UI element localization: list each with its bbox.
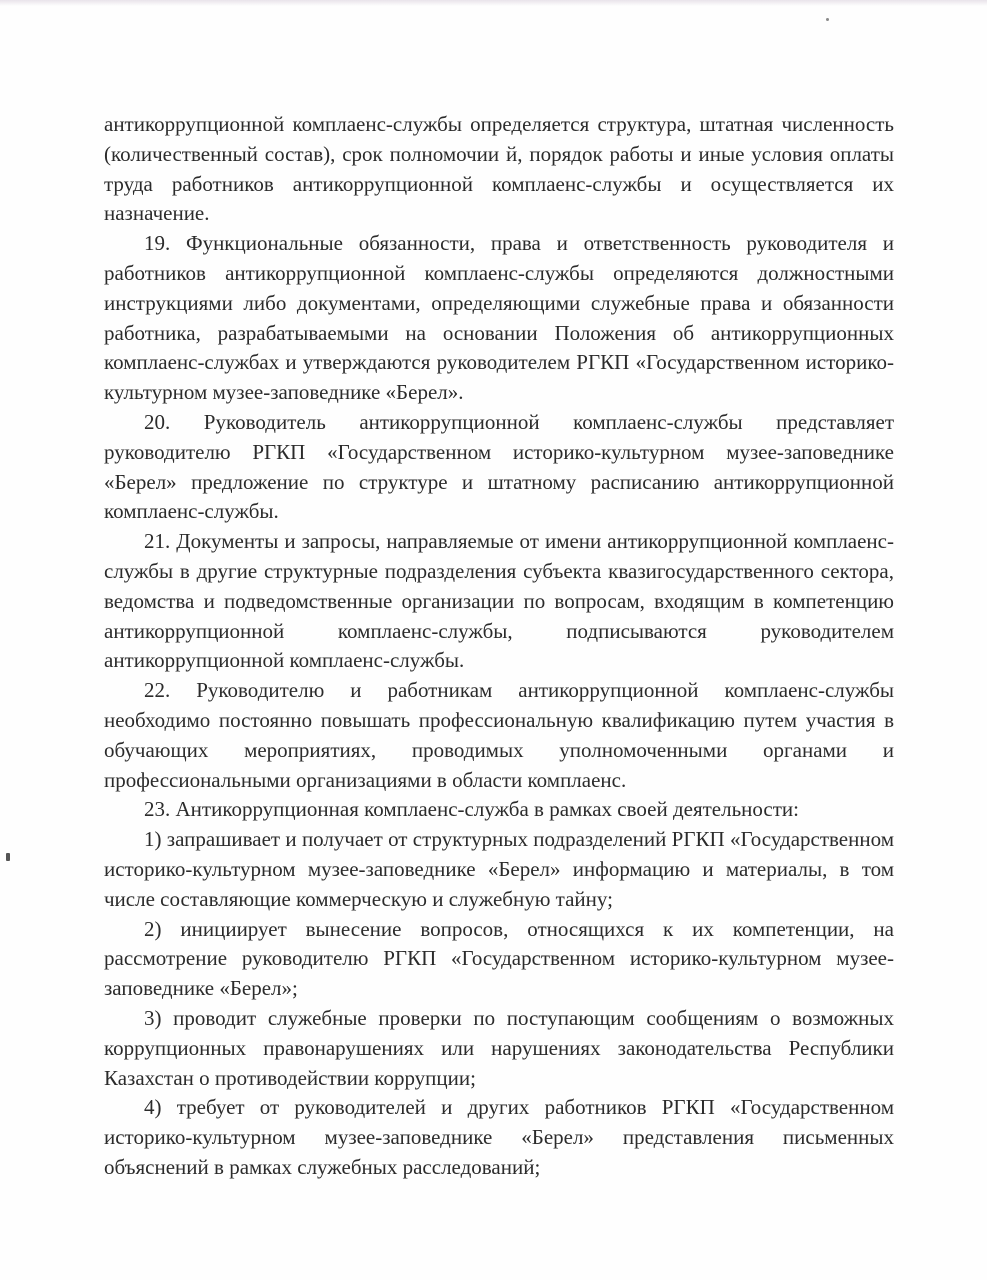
list-item-2: 2) инициирует вынесение вопросов, относящихся к их компетенции, на рассмотрение руководителю РГКП «Государственном историко-культурном музее-заповеднике «Берел»; (104, 916, 894, 1001)
paragraph-22: 22. Руководителю и работникам антикоррупционной комплаенс-службы необходимо постоянно повышать профессиональную квалификацию путем участия в обучающих мероприятиях, проводимых уполномоченными органами и профессиональными организациями в области комплаенс. (104, 678, 894, 792)
list-item-1: 1) запрашивает и получает от структурных подразделений РГКП «Государственном историко-культурном музее-заповеднике «Берел» информацию и материалы, в том числе составляющие коммерческую и служебную тайну; (104, 827, 894, 911)
scan-speck (6, 853, 10, 861)
list-item-4: 4) требует от руководителей и других работников РГКП «Государственном историко-культурном музее-заповеднике «Берел» представления письменных объяснений в рамках служебных расследований; (104, 1095, 894, 1179)
list-item-3: 3) проводит служебные проверки по поступающим сообщениям о возможных коррупционных правонарушениях или нарушениях законодательства Республики Казахстан о противодействии коррупции; (104, 1005, 894, 1090)
document-body (104, 110, 894, 1183)
paragraph-19: 19. Функциональные обязанности, права и ответственность руководителя и работников антикоррупционной комплаенс-службы определяются должностными инструкциями либо документами, определяющими служебные права и обязанности работника, разрабатываемыми на основании Положения об антикоррупционных комплаенс-службах и утверждаются руководителем РГКП «Государственном историко-культурном музее-заповеднике «Берел». (104, 231, 894, 405)
scan-speck (826, 18, 829, 21)
paragraph-23: 23. Антикоррупционная комплаенс-служба в рамках своей деятельности: (144, 797, 799, 822)
paragraph-20: 20. Руководитель антикоррупционной комплаенс-службы представляет руководителю РГКП «Государственном историко-культурном музее-заповеднике «Берел» предложение по структуре и штатному расписанию антикоррупционной комплаенс-службы. (104, 409, 894, 524)
scan-edge (0, 0, 987, 6)
paragraph-continuation: антикоррупционной комплаенс-службы определяется структура, штатная численность (количественный состав), срок полномочии й, порядок работы и иные условия оплаты труда работников антикоррупционной комплаенс-службы и осуществляется их назначение. (104, 112, 894, 226)
paragraph-21: 21. Документы и запросы, направляемые от имени антикоррупционной комплаенс-службы в другие структурные подразделения субъекта квазигосударственного сектора, ведомства и подведомственные организации по вопросам, входящим в компетенцию антикоррупционной комплаенс-службы, подписываются руководителем антикоррупционной комплаенс-службы. (104, 529, 894, 673)
